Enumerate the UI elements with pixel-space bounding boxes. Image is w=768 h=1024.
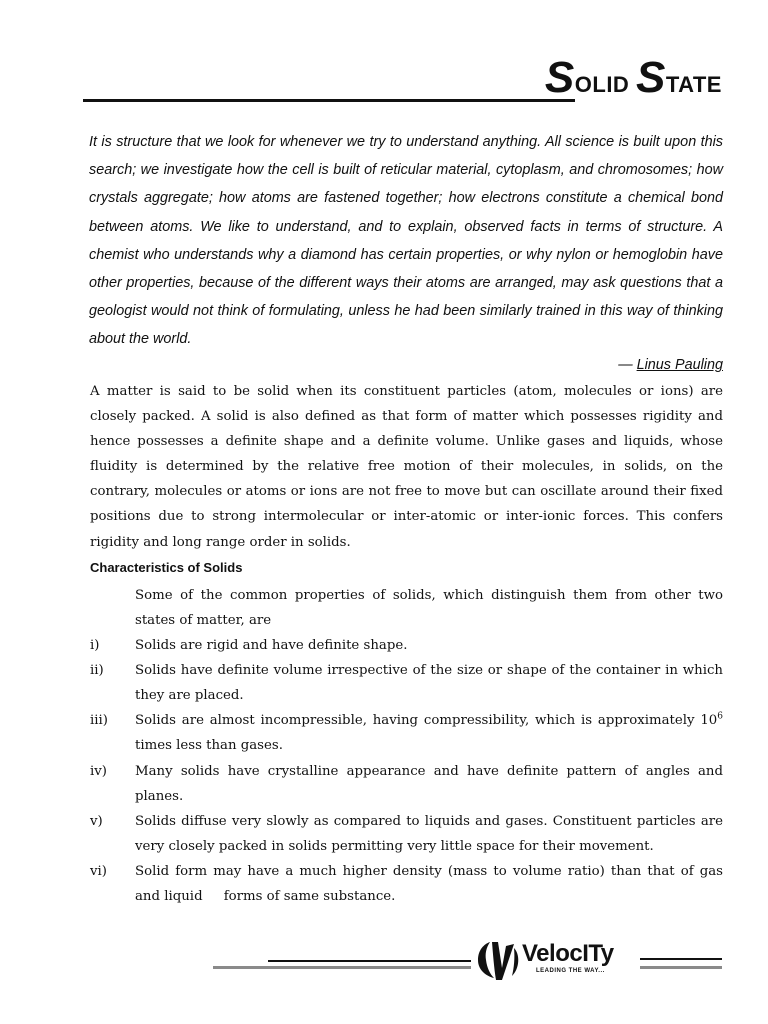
list-item bbox=[90, 658, 723, 708]
list-item-text: Solids are rigid and have definite shape. bbox=[135, 638, 408, 653]
list-marker: v) bbox=[90, 814, 103, 829]
section-heading: Characteristics of Solids bbox=[90, 560, 243, 575]
section-lead: Some of the common properties of solids, which distinguish them from other two states of matter, are bbox=[135, 588, 723, 629]
list-item-text: Solids diffuse very slowly as compared to liquids and gases. Constituent particles are very closely packed in solids permitting very little space for their movement. bbox=[135, 814, 723, 855]
list-item bbox=[90, 633, 723, 658]
brand-logo bbox=[474, 938, 644, 984]
list-item-text: Solids have definite volume irrespective of the size or shape of the container in which they are placed. bbox=[135, 663, 723, 704]
list-marker: ii) bbox=[90, 663, 104, 678]
title-word-tate: TATE bbox=[665, 72, 722, 97]
list-item-text-part: times less than gases. bbox=[135, 738, 283, 754]
quote-author: Linus Pauling bbox=[636, 357, 723, 373]
list-marker: iii) bbox=[90, 713, 108, 728]
title-initial-s1: S bbox=[544, 53, 575, 102]
list-item bbox=[90, 859, 728, 909]
header-rule bbox=[83, 99, 575, 102]
list-item-text-part: Solids are almost incompressible, having compressibility, which is approximately 10 bbox=[135, 713, 718, 728]
title-initial-s2: S bbox=[635, 53, 666, 102]
footer-rule-left-black bbox=[268, 960, 471, 962]
footer-rule-right-gray bbox=[640, 966, 722, 969]
quote-attribution bbox=[618, 353, 723, 377]
list-item bbox=[90, 759, 723, 809]
list-item bbox=[90, 708, 723, 758]
list-marker: iv) bbox=[90, 764, 107, 779]
intro-paragraph: A matter is said to be solid when its constituent particles (atom, molecules or ions) are closely packed. A solid is also defined as that form of matter which possesses rigidity and hence possesses a definite shape and a definite volume. Unlike gases and liquids, whose fluidity is determined by the relative free motion of their molecules, in solids, on the contrary, molecules or atoms or ions are not free to move but can oscillate around their fixed positions due to strong intermolecular or inter-atomic or inter-ionic forces. This confers rigidity and long range order in solids. bbox=[90, 384, 723, 550]
list-item-text bbox=[135, 708, 723, 758]
opening-quote: It is structure that we look for whenever we try to understand anything. All science is built upon this search; we investigate how the cell is built of reticular material, cytoplasm, and chromosomes; how crystals aggregate; how atoms are fastened together; how electrons constitute a chemical bond between atoms. We like to understand, and to explain, observed facts in terms of structure. A chemist who understands why a diamond has certain properties, or why nylon or hemoglobin have other properties, because of the different ways their atoms are arranged, may ask questions that a geologist would not think of formulating, unless he had been similarly trained in this way of thinking about the world. bbox=[89, 134, 723, 348]
footer-rule-right-black bbox=[640, 958, 722, 960]
logo-mark-icon bbox=[474, 938, 522, 984]
list-item-text: Many solids have crystalline appearance and have definite pattern of angles and planes. bbox=[135, 764, 723, 805]
chapter-title bbox=[544, 53, 722, 102]
list-item-text: Solid form may have a much higher density (mass to volume ratio) than that of gas and liquid forms of same substance. bbox=[135, 864, 728, 905]
list-item bbox=[90, 809, 723, 859]
footer-rule-left-gray bbox=[213, 966, 471, 969]
brand-tagline: LEADING THE WAY... bbox=[536, 968, 605, 974]
brand-wordmark: VelocITy bbox=[522, 940, 614, 967]
attribution-dash: — bbox=[618, 357, 637, 373]
title-word-olid: OLID bbox=[574, 72, 630, 97]
exponent: 6 bbox=[717, 711, 723, 722]
list-marker: i) bbox=[90, 638, 100, 653]
list-marker: vi) bbox=[90, 864, 107, 879]
